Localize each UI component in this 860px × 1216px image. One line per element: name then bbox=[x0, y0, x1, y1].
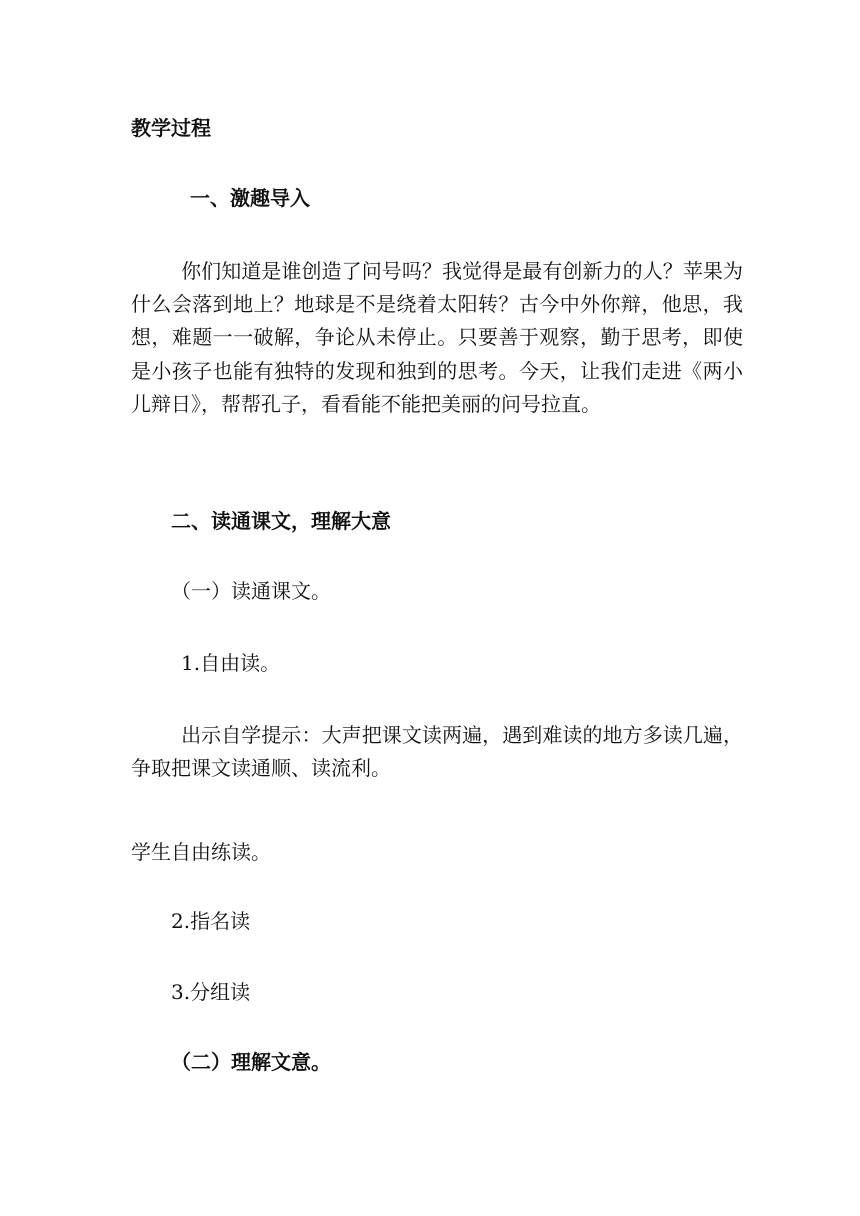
subsection2-title: （二）理解文意。 bbox=[171, 1050, 331, 1074]
section1-title: 一、激趣导入 bbox=[190, 186, 310, 210]
item1-note: 学生自由练读。 bbox=[131, 840, 271, 864]
document-heading: 教学过程 bbox=[131, 116, 211, 140]
section1-paragraph bbox=[131, 255, 743, 421]
item2-label: 2.指名读 bbox=[171, 909, 251, 933]
section1-paragraph-text: 你们知道是谁创造了问号吗？我觉得是最有创新力的人？苹果为什么会落到地上？地球是不是绕着太阳转？古今中外你辩，他思，我想，难题一一破解，争论从未停止。只要善于观察，勤于思考，即使是小孩子也能有独特的发现和独到的思考。今天，让我们走进《两小儿辩日》，帮帮孔子，看看能不能把美丽的问号拉直。 bbox=[131, 259, 743, 416]
item1-paragraph bbox=[131, 719, 743, 785]
subsection1-title: （一）读通课文。 bbox=[171, 579, 331, 603]
item1-label: 1.自由读。 bbox=[181, 651, 281, 675]
section2-title: 二、读通课文，理解大意 bbox=[171, 509, 391, 533]
item1-paragraph-text: 出示自学提示：大声把课文读两遍，遇到难读的地方多读几遍，争取把课文读通顺、读流利。 bbox=[131, 723, 743, 781]
item3-label: 3.分组读 bbox=[171, 980, 251, 1004]
